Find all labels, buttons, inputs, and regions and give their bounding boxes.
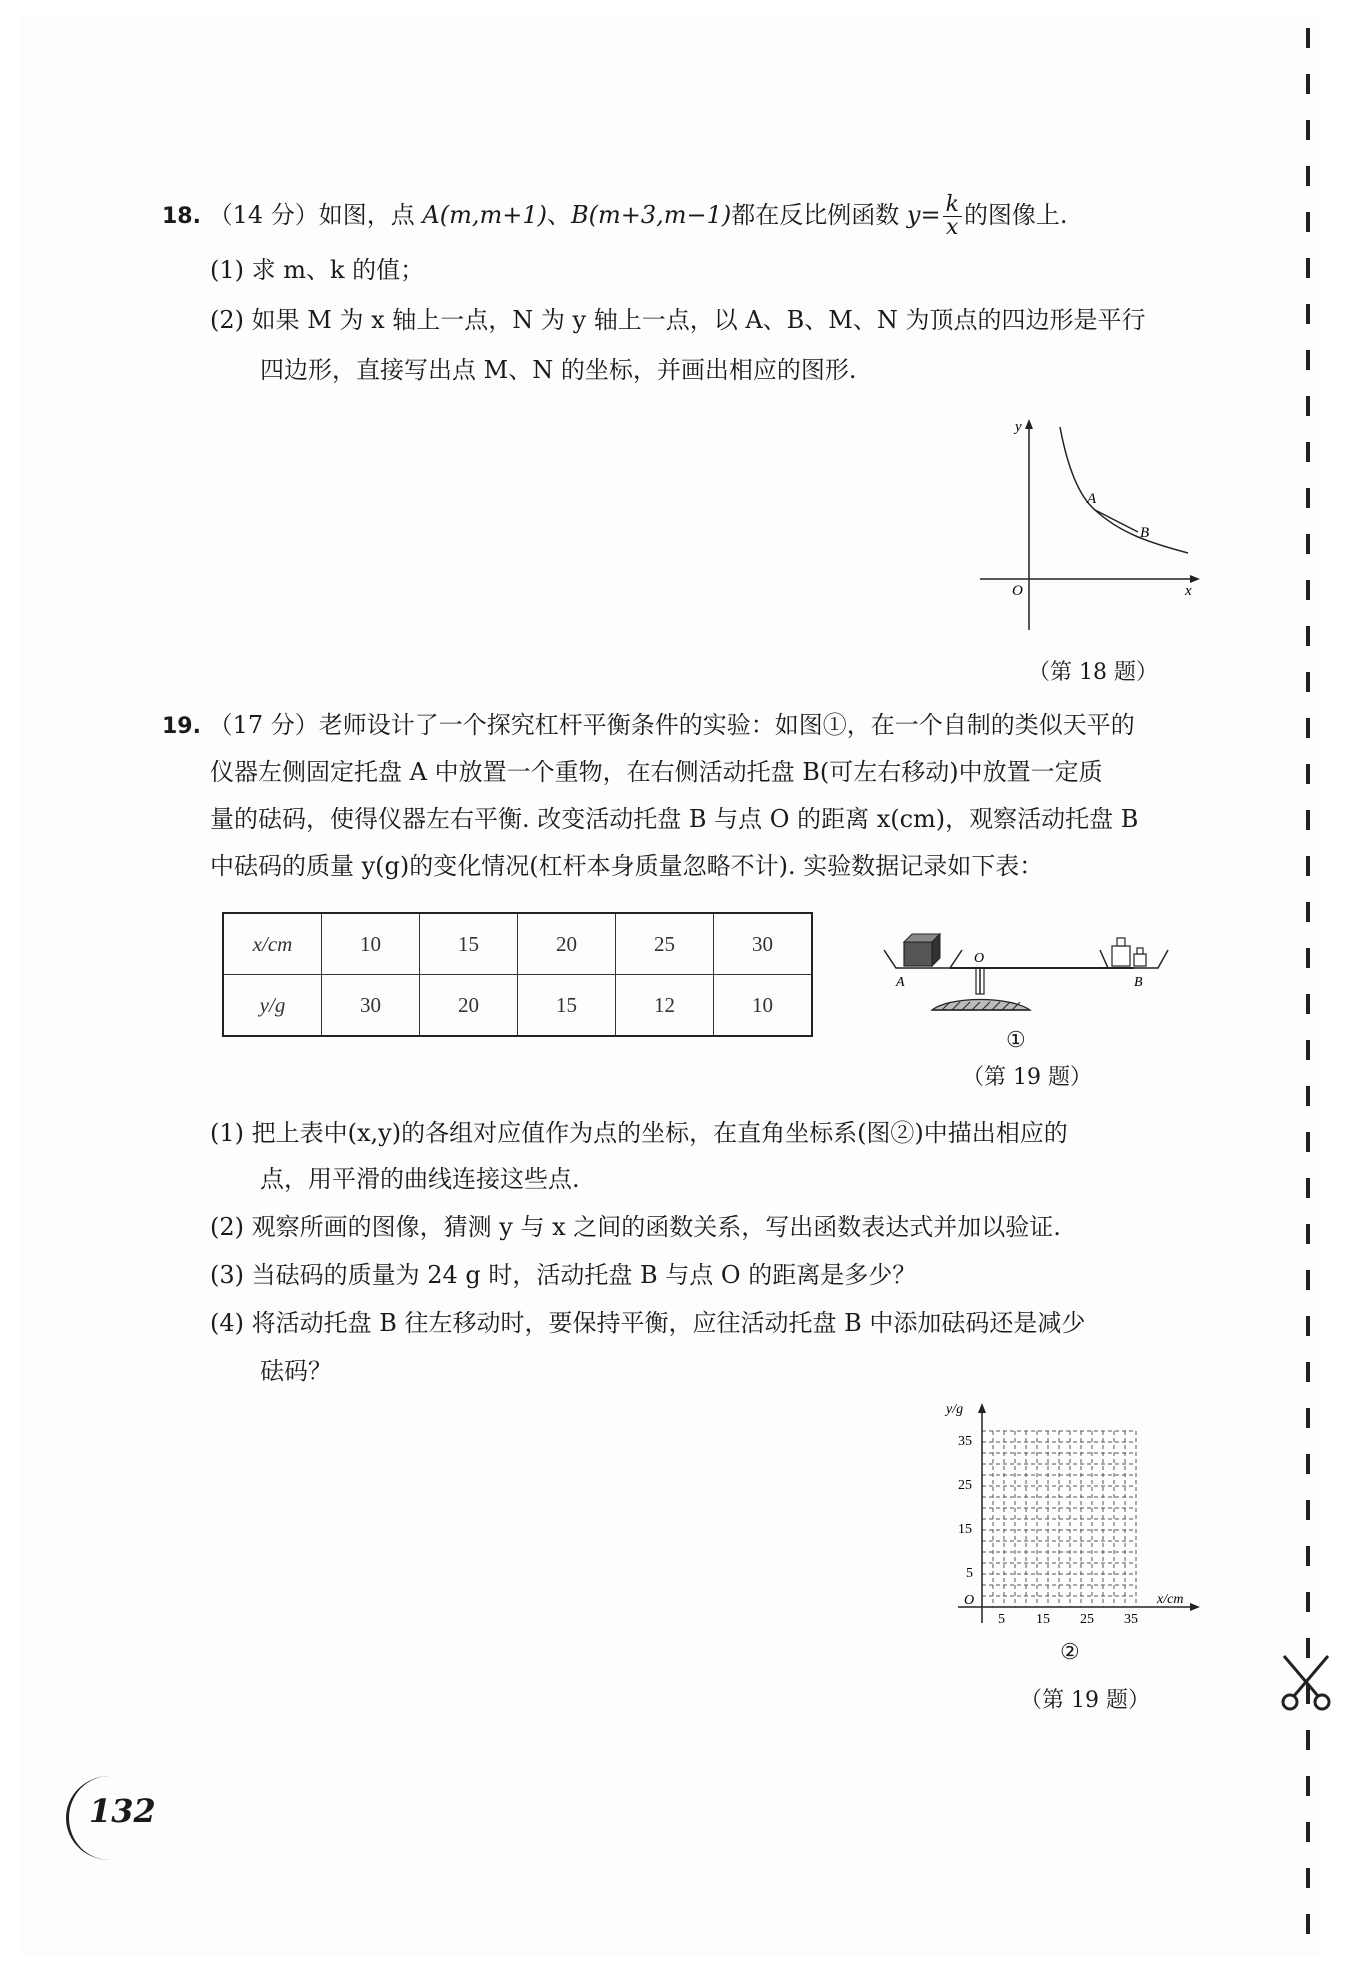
q19-line3: 量的砝码，使得仪器左右平衡. 改变活动托盘 B 与点 O 的距离 x(cm)，观察活动托盘 B (210, 805, 1139, 833)
table-cell: 20 (518, 913, 616, 975)
weight-small-icon (1134, 954, 1146, 966)
grid-y-label: y/g (946, 1402, 964, 1417)
fraction-denominator: x (946, 215, 959, 240)
y-label: y (1015, 419, 1022, 435)
grid-lines (982, 1431, 1136, 1607)
q19-sub3: (3) 当砝码的质量为 24 g 时，活动托盘 B 与点 O 的距离是多少？ (210, 1261, 917, 1289)
scissors-icon (1278, 1652, 1334, 1712)
q19-sub2: (2) 观察所画的图像，猜测 y 与 x 之间的函数关系，写出函数表达式并加以验证. (210, 1213, 1061, 1241)
weight-box-icon (904, 942, 932, 966)
tray-a-label: A (896, 975, 905, 990)
table-header-y: y/g (223, 975, 322, 1037)
q19-sub1-line1: (1) 把上表中(x,y)的各组对应值作为点的坐标，在直角坐标系(图②)中描出相应的 (210, 1119, 1068, 1147)
y-tick-25: 25 (958, 1478, 972, 1493)
y-tick-35: 35 (958, 1434, 972, 1449)
figure-2-mark: ② (1060, 1640, 1080, 1665)
table-cell: 20 (420, 975, 518, 1037)
x-tick-15: 15 (1036, 1612, 1050, 1627)
q19-line2: 仪器左侧固定托盘 A 中放置一个重物，在右侧活动托盘 B(可左右移动)中放置一定质 (210, 758, 1103, 786)
q18-func-y: y= (906, 201, 941, 229)
q19-grid-figure (940, 1395, 1210, 1635)
q18-point-a: A(m,m+1) (422, 201, 548, 229)
x-tick-5: 5 (998, 1612, 1005, 1627)
table-cell: 10 (714, 975, 813, 1037)
y-axis-arrow-icon (1025, 419, 1033, 429)
figure-1-mark: ① (1006, 1028, 1026, 1053)
q18-statement (162, 194, 1068, 239)
y-tick-15: 15 (958, 1522, 972, 1537)
q18-sep: 、 (547, 201, 572, 229)
q18-point-b: B(m+3,m−1) (571, 201, 732, 229)
q18-text-b: 都在反比例函数 (731, 201, 907, 229)
q19-balance-figure (880, 918, 1190, 1058)
table-cell: 30 (714, 913, 813, 975)
x-label: x (1185, 583, 1192, 599)
point-a-label: A (1087, 491, 1097, 507)
y-axis-arrow-icon (978, 1403, 986, 1413)
q19-sub4-line1: (4) 将活动托盘 B 往左移动时，要保持平衡，应往活动托盘 B 中添加砝码还是减少 (210, 1309, 1086, 1337)
q19-fig1-caption: （第 19 题） (962, 1065, 1092, 1090)
q18-fraction (943, 194, 962, 239)
table-cell: 12 (616, 975, 714, 1037)
q19-data-table (222, 912, 813, 1037)
point-b-label: B (1140, 525, 1150, 541)
hyperbola-curve (1060, 427, 1188, 553)
x-tick-25: 25 (1080, 1612, 1094, 1627)
table-cell: 25 (616, 913, 714, 975)
fraction-numerator: k (943, 194, 962, 217)
q18-sub2-line1: (2) 如果 M 为 x 轴上一点，N 为 y 轴上一点，以 A、B、M、N 为顶点的四边形是平行 (210, 306, 1146, 334)
page-number-text: 132 (89, 1792, 156, 1830)
x-axis-arrow-icon (1190, 575, 1200, 583)
q18-number: 18. (162, 204, 201, 229)
grid-x-label: x/cm (1157, 1592, 1184, 1607)
weight-large-icon (1112, 946, 1130, 966)
q18-text-c: 的图像上. (963, 201, 1068, 229)
table-cell: 10 (322, 913, 420, 975)
y-tick-5: 5 (966, 1566, 973, 1581)
table-cell: 30 (322, 975, 420, 1037)
table-cell: 15 (420, 913, 518, 975)
tray-b-label: B (1134, 975, 1143, 990)
table-cell: 15 (518, 975, 616, 1037)
q18-caption: （第 18 题） (1028, 660, 1158, 685)
q19-line1 (162, 710, 1135, 742)
pivot-o-label: O (974, 951, 985, 966)
x-axis-arrow-icon (1190, 1603, 1200, 1611)
q18-sub1: (1) 求 m、k 的值； (210, 256, 425, 284)
segment-ab (1095, 510, 1138, 532)
q19-fig2-caption: （第 19 题） (1020, 1688, 1150, 1713)
q19-line4: 中砝码的质量 y(g)的变化情况(杠杆本身质量忽略不计). 实验数据记录如下表： (210, 852, 1044, 880)
origin-label: O (1012, 583, 1023, 599)
table-row-y (223, 975, 812, 1037)
q18-text-a: （14 分）如图，点 (208, 201, 423, 229)
q18-figure (970, 415, 1210, 635)
page-number (66, 1776, 156, 1860)
table-row-x (223, 913, 812, 975)
grid-origin-label: O (964, 1593, 975, 1608)
q19-number: 19. (162, 714, 201, 739)
x-tick-35: 35 (1124, 1612, 1138, 1627)
q18-sub2-line2: 四边形，直接写出点 M、N 的坐标，并画出相应的图形. (260, 356, 857, 384)
q19-sub4-line2: 砝码？ (260, 1357, 332, 1385)
q19-sub1-line2: 点，用平滑的曲线连接这些点. (260, 1165, 580, 1193)
table-header-x: x/cm (223, 913, 322, 975)
q19-text-line1: （17 分）老师设计了一个探究杠杆平衡条件的实验：如图①，在一个自制的类似天平的 (208, 711, 1135, 739)
